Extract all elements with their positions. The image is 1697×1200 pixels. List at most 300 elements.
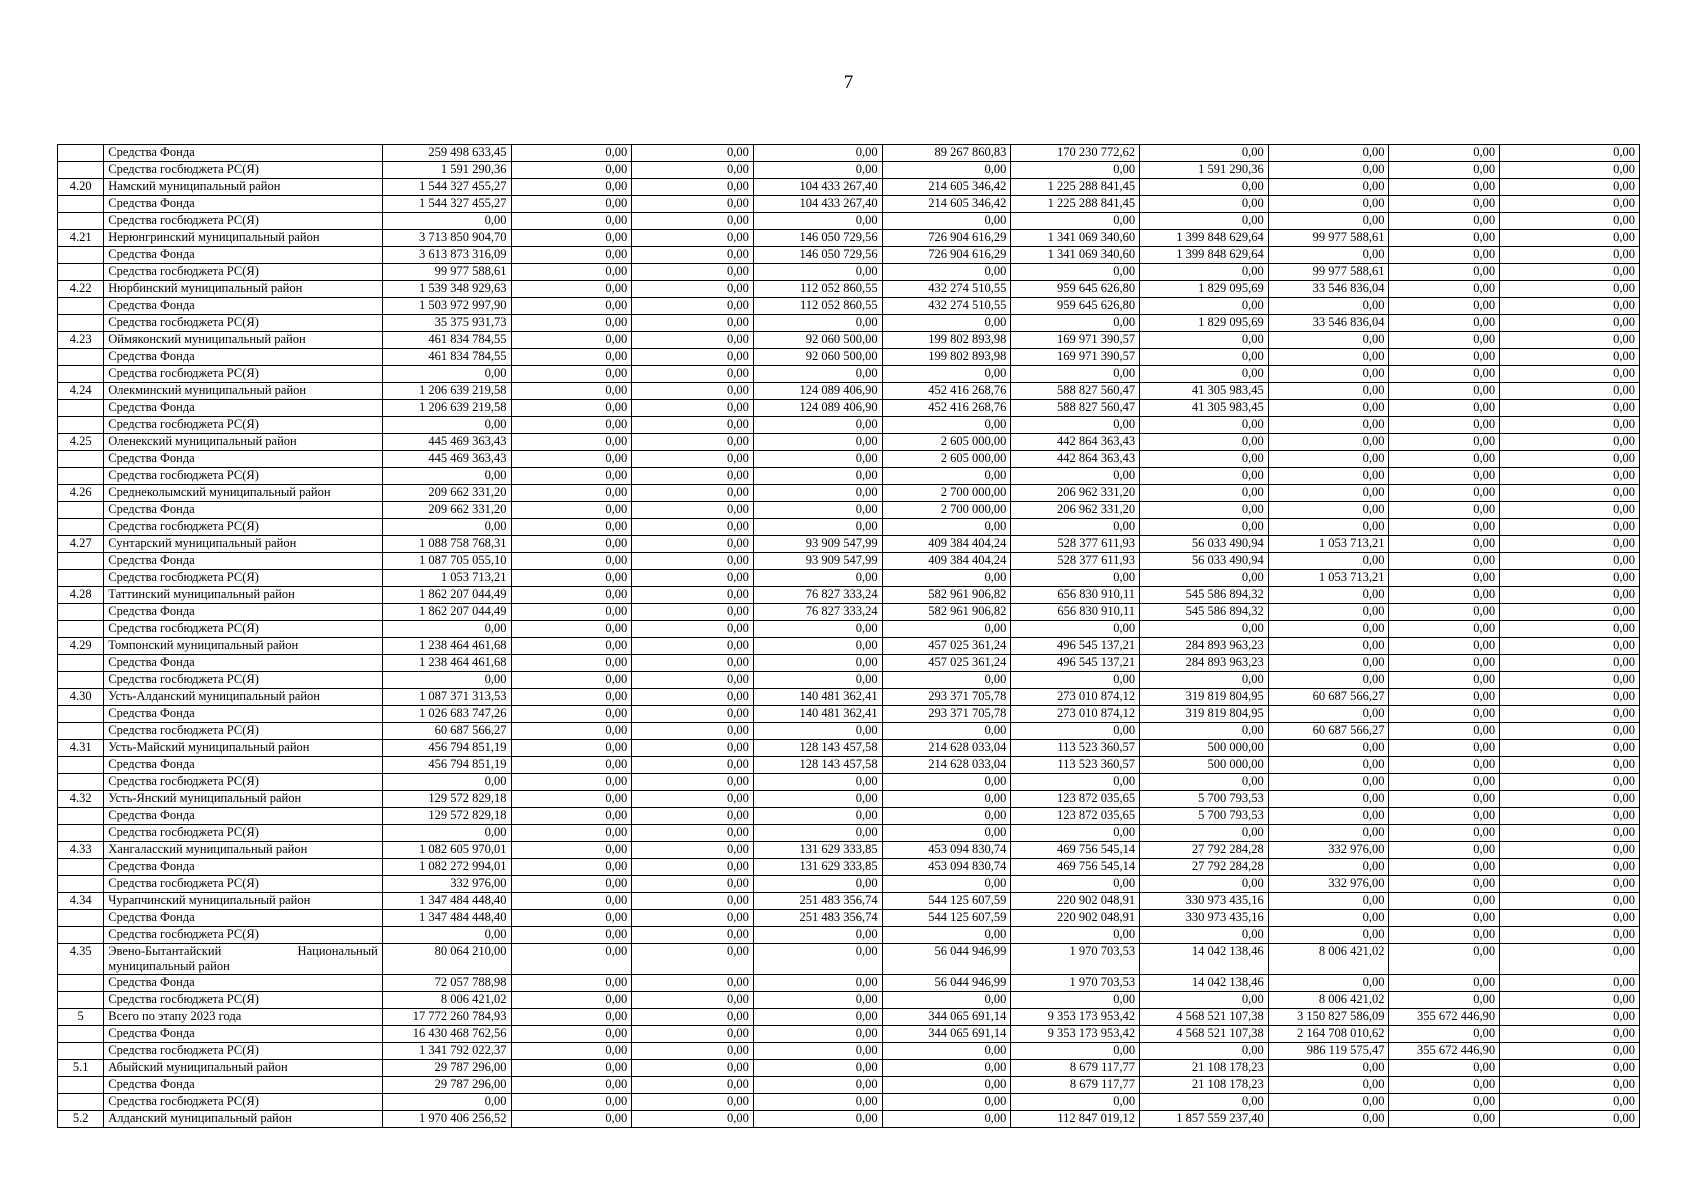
- amount-cell: 8 006 421,02: [382, 992, 511, 1009]
- row-index-cell: [58, 706, 104, 723]
- table-row-region: [58, 1009, 1640, 1026]
- amount-cell: 0,00: [1389, 451, 1500, 468]
- amount-cell: 0,00: [632, 383, 754, 400]
- amount-cell: 0,00: [511, 519, 632, 536]
- amount-cell: 442 864 363,43: [1011, 451, 1140, 468]
- amount-cell: 21 108 178,23: [1140, 1077, 1269, 1094]
- row-name-cell: Чурапчинский муниципальный район: [104, 893, 383, 910]
- amount-cell: 0,00: [632, 1026, 754, 1043]
- amount-cell: 0,00: [511, 162, 632, 179]
- row-name-cell: Средства Фонда: [104, 196, 383, 213]
- amount-cell: 0,00: [1500, 1026, 1640, 1043]
- amount-cell: 0,00: [632, 298, 754, 315]
- row-name-cell: Средства Фонда: [104, 1077, 383, 1094]
- amount-cell: 0,00: [1500, 1009, 1640, 1026]
- amount-cell: 0,00: [511, 349, 632, 366]
- amount-cell: 0,00: [1011, 366, 1140, 383]
- amount-cell: 469 756 545,14: [1011, 842, 1140, 859]
- amount-cell: 0,00: [882, 213, 1011, 230]
- table-row-region: [58, 893, 1640, 910]
- amount-cell: 0,00: [1140, 417, 1269, 434]
- amount-cell: 0,00: [882, 791, 1011, 808]
- amount-cell: 0,00: [1500, 655, 1640, 672]
- amount-cell: 0,00: [753, 1094, 882, 1111]
- amount-cell: 3 713 850 904,70: [382, 230, 511, 247]
- row-name-cell: Средства госбюджета РС(Я): [104, 672, 383, 689]
- amount-cell: 0,00: [511, 587, 632, 604]
- row-name-cell: Средства Фонда: [104, 1026, 383, 1043]
- amount-cell: 0,00: [882, 1043, 1011, 1060]
- row-name-cell: Сунтарский муниципальный район: [104, 536, 383, 553]
- amount-cell: 0,00: [511, 468, 632, 485]
- amount-cell: 0,00: [1389, 383, 1500, 400]
- amount-cell: 0,00: [1011, 1043, 1140, 1060]
- table-row-funding: [58, 706, 1640, 723]
- amount-cell: 199 802 893,98: [882, 349, 1011, 366]
- amount-cell: 0,00: [882, 672, 1011, 689]
- amount-cell: 0,00: [1500, 604, 1640, 621]
- amount-cell: 0,00: [1268, 757, 1389, 774]
- row-name-cell: Средства госбюджета РС(Я): [104, 621, 383, 638]
- amount-cell: 344 065 691,14: [882, 1009, 1011, 1026]
- table-row-funding: [58, 196, 1640, 213]
- row-name-cell: Таттинский муниципальный район: [104, 587, 383, 604]
- amount-cell: 0,00: [1011, 213, 1140, 230]
- amount-cell: 41 305 983,45: [1140, 383, 1269, 400]
- amount-cell: 0,00: [511, 553, 632, 570]
- page-number: 7: [843, 72, 854, 93]
- row-index-cell: 5: [58, 1009, 104, 1026]
- row-index-cell: [58, 876, 104, 893]
- amount-cell: 0,00: [1268, 910, 1389, 927]
- amount-cell: 33 546 836,04: [1268, 281, 1389, 298]
- amount-cell: 41 305 983,45: [1140, 400, 1269, 417]
- amount-cell: 344 065 691,14: [882, 1026, 1011, 1043]
- amount-cell: 0,00: [1500, 672, 1640, 689]
- amount-cell: 0,00: [632, 689, 754, 706]
- amount-cell: 0,00: [1500, 1077, 1640, 1094]
- amount-cell: 0,00: [632, 672, 754, 689]
- amount-cell: 1 862 207 044,49: [382, 587, 511, 604]
- row-index-cell: [58, 349, 104, 366]
- amount-cell: 0,00: [1500, 975, 1640, 992]
- amount-cell: 0,00: [511, 383, 632, 400]
- row-name-cell: Средства госбюджета РС(Я): [104, 774, 383, 791]
- amount-cell: 0,00: [882, 876, 1011, 893]
- amount-cell: 0,00: [632, 145, 754, 162]
- amount-cell: 0,00: [632, 740, 754, 757]
- amount-cell: 0,00: [1500, 1043, 1640, 1060]
- row-index-cell: 4.28: [58, 587, 104, 604]
- amount-cell: 0,00: [1140, 502, 1269, 519]
- amount-cell: 0,00: [632, 638, 754, 655]
- row-index-cell: [58, 859, 104, 876]
- amount-cell: 0,00: [632, 451, 754, 468]
- row-name-cell: Эвено-Бытантайский Национальный муниципальный район: [104, 944, 383, 975]
- row-name-cell: Средства госбюджета РС(Я): [104, 315, 383, 332]
- amount-cell: 0,00: [753, 791, 882, 808]
- amount-cell: 1 238 464 461,68: [382, 655, 511, 672]
- amount-cell: 0,00: [1389, 179, 1500, 196]
- amount-cell: 461 834 784,55: [382, 349, 511, 366]
- amount-cell: 0,00: [511, 145, 632, 162]
- amount-cell: 0,00: [753, 944, 882, 975]
- amount-cell: 0,00: [1389, 502, 1500, 519]
- amount-cell: 0,00: [1140, 876, 1269, 893]
- amount-cell: 445 469 363,43: [382, 434, 511, 451]
- amount-cell: 128 143 457,58: [753, 757, 882, 774]
- amount-cell: 0,00: [1500, 992, 1640, 1009]
- amount-cell: 0,00: [511, 1060, 632, 1077]
- amount-cell: 0,00: [1011, 264, 1140, 281]
- amount-cell: 0,00: [1268, 553, 1389, 570]
- amount-cell: 0,00: [632, 975, 754, 992]
- amount-cell: 0,00: [753, 927, 882, 944]
- amount-cell: 35 375 931,73: [382, 315, 511, 332]
- row-index-cell: 4.20: [58, 179, 104, 196]
- amount-cell: 72 057 788,98: [382, 975, 511, 992]
- row-name-cell: Средства Фонда: [104, 247, 383, 264]
- amount-cell: 8 006 421,02: [1268, 944, 1389, 975]
- row-index-cell: [58, 247, 104, 264]
- amount-cell: 528 377 611,93: [1011, 553, 1140, 570]
- amount-cell: 0,00: [1268, 975, 1389, 992]
- amount-cell: 0,00: [511, 621, 632, 638]
- table-row-funding: [58, 349, 1640, 366]
- row-index-cell: 4.32: [58, 791, 104, 808]
- row-index-cell: [58, 213, 104, 230]
- row-name-cell: Средства госбюджета РС(Я): [104, 927, 383, 944]
- amount-cell: 545 586 894,32: [1140, 604, 1269, 621]
- row-index-cell: [58, 366, 104, 383]
- amount-cell: 0,00: [753, 638, 882, 655]
- amount-cell: 0,00: [1011, 162, 1140, 179]
- row-index-cell: [58, 1043, 104, 1060]
- amount-cell: 0,00: [511, 332, 632, 349]
- amount-cell: 124 089 406,90: [753, 383, 882, 400]
- amount-cell: 456 794 851,19: [382, 740, 511, 757]
- amount-cell: 0,00: [632, 196, 754, 213]
- amount-cell: 0,00: [382, 213, 511, 230]
- row-index-cell: [58, 910, 104, 927]
- amount-cell: 0,00: [1140, 468, 1269, 485]
- amount-cell: 355 672 446,90: [1389, 1043, 1500, 1060]
- row-index-cell: [58, 468, 104, 485]
- amount-cell: 0,00: [1389, 876, 1500, 893]
- amount-cell: 0,00: [1389, 264, 1500, 281]
- amount-cell: 0,00: [1389, 604, 1500, 621]
- amount-cell: 1 862 207 044,49: [382, 604, 511, 621]
- amount-cell: 1 053 713,21: [1268, 570, 1389, 587]
- amount-cell: 0,00: [632, 944, 754, 975]
- row-name-cell: Средства Фонда: [104, 859, 383, 876]
- table-row-funding: [58, 910, 1640, 927]
- amount-cell: 469 756 545,14: [1011, 859, 1140, 876]
- amount-cell: 0,00: [632, 604, 754, 621]
- amount-cell: 0,00: [511, 706, 632, 723]
- row-name-cell: Средства Фонда: [104, 553, 383, 570]
- amount-cell: 123 872 035,65: [1011, 808, 1140, 825]
- amount-cell: 656 830 910,11: [1011, 604, 1140, 621]
- amount-cell: 60 687 566,27: [1268, 723, 1389, 740]
- amount-cell: 0,00: [1500, 808, 1640, 825]
- row-name-cell: Средства Фонда: [104, 808, 383, 825]
- amount-cell: 0,00: [1389, 366, 1500, 383]
- row-name-cell: Алданский муниципальный район: [104, 1111, 383, 1128]
- amount-cell: 251 483 356,74: [753, 893, 882, 910]
- amount-cell: 0,00: [511, 434, 632, 451]
- amount-cell: 0,00: [1389, 332, 1500, 349]
- row-name-cell: Средства Фонда: [104, 400, 383, 417]
- row-index-cell: [58, 757, 104, 774]
- amount-cell: 0,00: [1500, 1094, 1640, 1111]
- amount-cell: 0,00: [882, 366, 1011, 383]
- amount-cell: 0,00: [632, 332, 754, 349]
- amount-cell: 0,00: [1389, 281, 1500, 298]
- amount-cell: 0,00: [1500, 791, 1640, 808]
- table-row-funding: [58, 468, 1640, 485]
- amount-cell: 0,00: [1389, 536, 1500, 553]
- amount-cell: 29 787 296,00: [382, 1077, 511, 1094]
- amount-cell: 8 006 421,02: [1268, 992, 1389, 1009]
- amount-cell: 726 904 616,29: [882, 247, 1011, 264]
- amount-cell: 1 053 713,21: [382, 570, 511, 587]
- row-name-cell: Томпонский муниципальный район: [104, 638, 383, 655]
- amount-cell: 0,00: [1011, 621, 1140, 638]
- row-index-cell: [58, 315, 104, 332]
- amount-cell: 0,00: [1268, 196, 1389, 213]
- amount-cell: 0,00: [1500, 366, 1640, 383]
- row-name-cell: Средства госбюджета РС(Я): [104, 723, 383, 740]
- amount-cell: 140 481 362,41: [753, 706, 882, 723]
- amount-cell: 0,00: [1500, 315, 1640, 332]
- amount-cell: 0,00: [511, 842, 632, 859]
- amount-cell: 0,00: [1500, 519, 1640, 536]
- row-index-cell: 4.34: [58, 893, 104, 910]
- amount-cell: 0,00: [1500, 638, 1640, 655]
- amount-cell: 0,00: [1389, 417, 1500, 434]
- amount-cell: 1 970 703,53: [1011, 944, 1140, 975]
- amount-cell: 0,00: [1268, 1111, 1389, 1128]
- row-name-cell: Средства Фонда: [104, 757, 383, 774]
- amount-cell: 0,00: [1500, 349, 1640, 366]
- amount-cell: 0,00: [1268, 519, 1389, 536]
- amount-cell: 0,00: [753, 519, 882, 536]
- amount-cell: 0,00: [632, 281, 754, 298]
- amount-cell: 0,00: [882, 808, 1011, 825]
- amount-cell: 0,00: [1389, 893, 1500, 910]
- row-name-cell: Нерюнгринский муниципальный район: [104, 230, 383, 247]
- amount-cell: 33 546 836,04: [1268, 315, 1389, 332]
- amount-cell: 0,00: [511, 825, 632, 842]
- amount-cell: 432 274 510,55: [882, 281, 1011, 298]
- amount-cell: 0,00: [1500, 570, 1640, 587]
- amount-cell: 0,00: [1140, 723, 1269, 740]
- row-name-cell: Средства госбюджета РС(Я): [104, 825, 383, 842]
- amount-cell: 0,00: [1268, 791, 1389, 808]
- table-row-funding: [58, 621, 1640, 638]
- amount-cell: 0,00: [1500, 145, 1640, 162]
- amount-cell: 5 700 793,53: [1140, 808, 1269, 825]
- amount-cell: 0,00: [632, 162, 754, 179]
- amount-cell: 0,00: [753, 1026, 882, 1043]
- row-index-cell: 4.22: [58, 281, 104, 298]
- amount-cell: 1 225 288 841,45: [1011, 196, 1140, 213]
- amount-cell: 104 433 267,40: [753, 196, 882, 213]
- row-name-cell: Средства госбюджета РС(Я): [104, 417, 383, 434]
- row-name-cell: Усть-Алданский муниципальный район: [104, 689, 383, 706]
- amount-cell: 284 893 963,23: [1140, 655, 1269, 672]
- amount-cell: 0,00: [1268, 859, 1389, 876]
- amount-cell: 0,00: [753, 485, 882, 502]
- amount-cell: 0,00: [1140, 213, 1269, 230]
- amount-cell: 56 033 490,94: [1140, 536, 1269, 553]
- amount-cell: 0,00: [1268, 672, 1389, 689]
- amount-cell: 0,00: [882, 825, 1011, 842]
- row-name-cell: Оленекский муниципальный район: [104, 434, 383, 451]
- amount-cell: 1 082 272 994,01: [382, 859, 511, 876]
- amount-cell: 131 629 333,85: [753, 859, 882, 876]
- amount-cell: 0,00: [382, 774, 511, 791]
- amount-cell: 0,00: [632, 485, 754, 502]
- row-index-cell: [58, 162, 104, 179]
- amount-cell: 319 819 804,95: [1140, 706, 1269, 723]
- amount-cell: 0,00: [1011, 519, 1140, 536]
- amount-cell: 113 523 360,57: [1011, 740, 1140, 757]
- amount-cell: 0,00: [1500, 621, 1640, 638]
- table-row-funding: [58, 723, 1640, 740]
- amount-cell: 0,00: [753, 315, 882, 332]
- amount-cell: 0,00: [1268, 638, 1389, 655]
- amount-cell: 99 977 588,61: [1268, 264, 1389, 281]
- amount-cell: 0,00: [1500, 485, 1640, 502]
- amount-cell: 0,00: [632, 992, 754, 1009]
- amount-cell: 0,00: [632, 434, 754, 451]
- amount-cell: 0,00: [511, 740, 632, 757]
- amount-cell: 0,00: [1389, 196, 1500, 213]
- amount-cell: 0,00: [1389, 213, 1500, 230]
- amount-cell: 214 605 346,42: [882, 179, 1011, 196]
- amount-cell: 0,00: [1389, 774, 1500, 791]
- amount-cell: 0,00: [1268, 145, 1389, 162]
- row-name-cell: Средства госбюджета РС(Я): [104, 213, 383, 230]
- amount-cell: 0,00: [753, 1077, 882, 1094]
- amount-cell: 16 430 468 762,56: [382, 1026, 511, 1043]
- table-row-funding: [58, 417, 1640, 434]
- amount-cell: 1 503 972 997,90: [382, 298, 511, 315]
- amount-cell: 0,00: [632, 842, 754, 859]
- amount-cell: 0,00: [511, 570, 632, 587]
- amount-cell: 0,00: [511, 213, 632, 230]
- amount-cell: 0,00: [1140, 621, 1269, 638]
- amount-cell: 9 353 173 953,42: [1011, 1009, 1140, 1026]
- amount-cell: 0,00: [632, 264, 754, 281]
- amount-cell: 284 893 963,23: [1140, 638, 1269, 655]
- amount-cell: 453 094 830,74: [882, 859, 1011, 876]
- amount-cell: 80 064 210,00: [382, 944, 511, 975]
- amount-cell: 129 572 829,18: [382, 808, 511, 825]
- row-index-cell: [58, 264, 104, 281]
- amount-cell: 0,00: [882, 468, 1011, 485]
- amount-cell: 0,00: [1389, 230, 1500, 247]
- amount-cell: 0,00: [382, 672, 511, 689]
- amount-cell: 0,00: [1011, 315, 1140, 332]
- amount-cell: 0,00: [632, 1009, 754, 1026]
- amount-cell: 0,00: [1389, 485, 1500, 502]
- amount-cell: 0,00: [1500, 383, 1640, 400]
- amount-cell: 0,00: [1500, 842, 1640, 859]
- amount-cell: 0,00: [1500, 740, 1640, 757]
- amount-cell: 0,00: [1389, 910, 1500, 927]
- row-index-cell: [58, 825, 104, 842]
- table-row-region: [58, 638, 1640, 655]
- amount-cell: 0,00: [511, 1009, 632, 1026]
- amount-cell: 1 053 713,21: [1268, 536, 1389, 553]
- amount-cell: 0,00: [1011, 672, 1140, 689]
- amount-cell: 0,00: [1500, 553, 1640, 570]
- amount-cell: 0,00: [1389, 944, 1500, 975]
- row-index-cell: 4.35: [58, 944, 104, 975]
- amount-cell: 1 082 605 970,01: [382, 842, 511, 859]
- amount-cell: 0,00: [511, 315, 632, 332]
- amount-cell: 332 976,00: [1268, 876, 1389, 893]
- amount-cell: 0,00: [882, 570, 1011, 587]
- budget-table: [57, 144, 1640, 1128]
- amount-cell: 0,00: [753, 417, 882, 434]
- amount-cell: 0,00: [1268, 706, 1389, 723]
- amount-cell: 0,00: [511, 264, 632, 281]
- row-name-cell: Всего по этапу 2023 года: [104, 1009, 383, 1026]
- amount-cell: 0,00: [1140, 570, 1269, 587]
- amount-cell: 0,00: [1389, 638, 1500, 655]
- amount-cell: 355 672 446,90: [1389, 1009, 1500, 1026]
- amount-cell: 0,00: [511, 975, 632, 992]
- amount-cell: 0,00: [632, 179, 754, 196]
- amount-cell: 544 125 607,59: [882, 910, 1011, 927]
- row-name-cell: Средства госбюджета РС(Я): [104, 519, 383, 536]
- amount-cell: 0,00: [1500, 774, 1640, 791]
- amount-cell: 0,00: [511, 689, 632, 706]
- amount-cell: 0,00: [632, 876, 754, 893]
- amount-cell: 0,00: [1500, 1111, 1640, 1128]
- amount-cell: 0,00: [1268, 774, 1389, 791]
- amount-cell: 0,00: [632, 1094, 754, 1111]
- amount-cell: 0,00: [632, 825, 754, 842]
- row-index-cell: 4.33: [58, 842, 104, 859]
- amount-cell: 0,00: [1389, 927, 1500, 944]
- amount-cell: 146 050 729,56: [753, 247, 882, 264]
- amount-cell: 0,00: [1268, 213, 1389, 230]
- amount-cell: 0,00: [1500, 417, 1640, 434]
- amount-cell: 1 544 327 455,27: [382, 179, 511, 196]
- amount-cell: 0,00: [511, 1094, 632, 1111]
- amount-cell: 259 498 633,45: [382, 145, 511, 162]
- amount-cell: 0,00: [1268, 893, 1389, 910]
- amount-cell: 457 025 361,24: [882, 655, 1011, 672]
- amount-cell: 0,00: [1500, 298, 1640, 315]
- amount-cell: 0,00: [511, 672, 632, 689]
- amount-cell: 0,00: [1500, 281, 1640, 298]
- amount-cell: 209 662 331,20: [382, 485, 511, 502]
- amount-cell: 332 976,00: [1268, 842, 1389, 859]
- amount-cell: 92 060 500,00: [753, 349, 882, 366]
- table-row-funding: [58, 162, 1640, 179]
- row-name-cell: Средства Фонда: [104, 706, 383, 723]
- amount-cell: 0,00: [1500, 927, 1640, 944]
- amount-cell: 0,00: [382, 825, 511, 842]
- amount-cell: 0,00: [753, 808, 882, 825]
- table-row-region: [58, 230, 1640, 247]
